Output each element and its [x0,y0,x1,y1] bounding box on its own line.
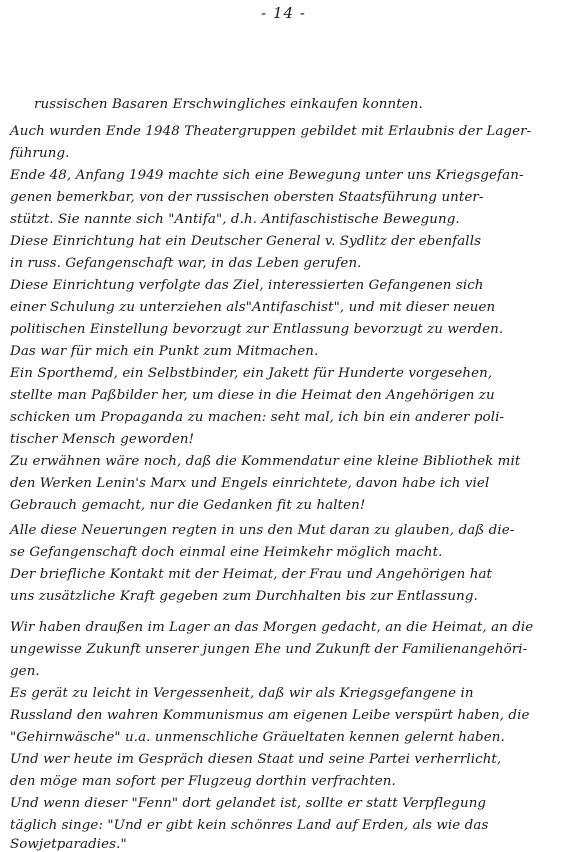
text-line: Sowjetparadies." [10,837,127,852]
text-line: Der briefliche Kontakt mit der Heimat, der Frau und Angehörigen hat [10,567,493,582]
text-line: den Werken Lenin's Marx und Engels einrichtete, davon habe ich viel [10,476,490,491]
text-line: tischer Mensch geworden! [10,432,195,447]
text-line: Ein Sporthemd, ein Selbstbinder, ein Jakett für Hunderte vorgesehen, [10,366,493,381]
text-line: Und wenn dieser "Fenn" dort gelandet ist, sollte er statt Verpflegung [10,796,487,811]
text-line: Auch wurden Ende 1948 Theatergruppen gebildet mit Erlaubnis der Lager- [10,124,532,139]
text-line: führung. [10,146,70,161]
text-line: Es gerät zu leicht in Vergessenheit, daß wir als Kriegsgefangene in [10,686,474,701]
text-line: uns zusätzliche Kraft gegeben zum Durchhalten bis zur Entlassung. [10,589,478,604]
text-line: Ende 48, Anfang 1949 machte sich eine Bewegung unter uns Kriegsgefan- [10,168,524,183]
text-line: den möge man sofort per Flugzeug dorthin verfrachten. [10,774,396,789]
text-line: täglich singe: "Und er gibt kein schönres Land auf Erden, als wie das [10,818,489,833]
text-line: Zu erwähnen wäre noch, daß die Kommendatur eine kleine Bibliothek mit [10,454,521,469]
text-line: Diese Einrichtung hat ein Deutscher General v. Sydlitz der ebenfalls [10,234,482,249]
text-line: Russland den wahren Kommunismus am eigenen Leibe verspürt haben, die [10,708,530,723]
text-line: Wir haben draußen im Lager an das Morgen gedacht, an die Heimat, an die [10,620,534,635]
text-line: gen. [10,664,40,679]
text-line: Das war für mich ein Punkt zum Mitmachen. [10,344,319,359]
text-line: Gebrauch gemacht, nur die Gedanken fit zu halten! [10,498,366,513]
text-line: "Gehirnwäsche" u.a. unmenschliche Gräueltaten kennen gelernt haben. [10,730,505,745]
text-line: stellte man Paßbilder her, um diese in die Heimat den Angehörigen zu [10,388,495,403]
text-line: politischen Einstellung bevorzugt zur Entlassung bevorzugt zu werden. [10,322,504,337]
text-line: Diese Einrichtung verfolgte das Ziel, interessierten Gefangenen sich [10,278,484,293]
text-line: genen bemerkbar, von der russischen obersten Staatsführung unter- [10,190,484,205]
text-line: einer Schulung zu unterziehen als"Antifaschist", und mit dieser neuen [10,300,496,315]
text-line: se Gefangenschaft doch einmal eine Heimkehr möglich macht. [10,545,443,560]
text-line: in russ. Gefangenschaft war, in das Leben gerufen. [10,256,362,271]
page-number: - 14 - [261,4,306,22]
text-line: russischen Basaren Erschwingliches einkaufen konnten. [34,97,423,112]
text-line: stützt. Sie nannte sich "Antifa", d.h. Antifaschistische Bewegung. [10,212,460,227]
text-line: schicken um Propaganda zu machen: seht mal, ich bin ein anderer poli- [10,410,505,425]
text-line: Und wer heute im Gespräch diesen Staat und seine Partei verherrlicht, [10,752,502,767]
text-line: Alle diese Neuerungen regten in uns den Mut daran zu glauben, daß die- [10,523,515,538]
text-line: ungewisse Zukunft unserer jungen Ehe und Zukunft der Familienangehöri- [10,642,528,657]
